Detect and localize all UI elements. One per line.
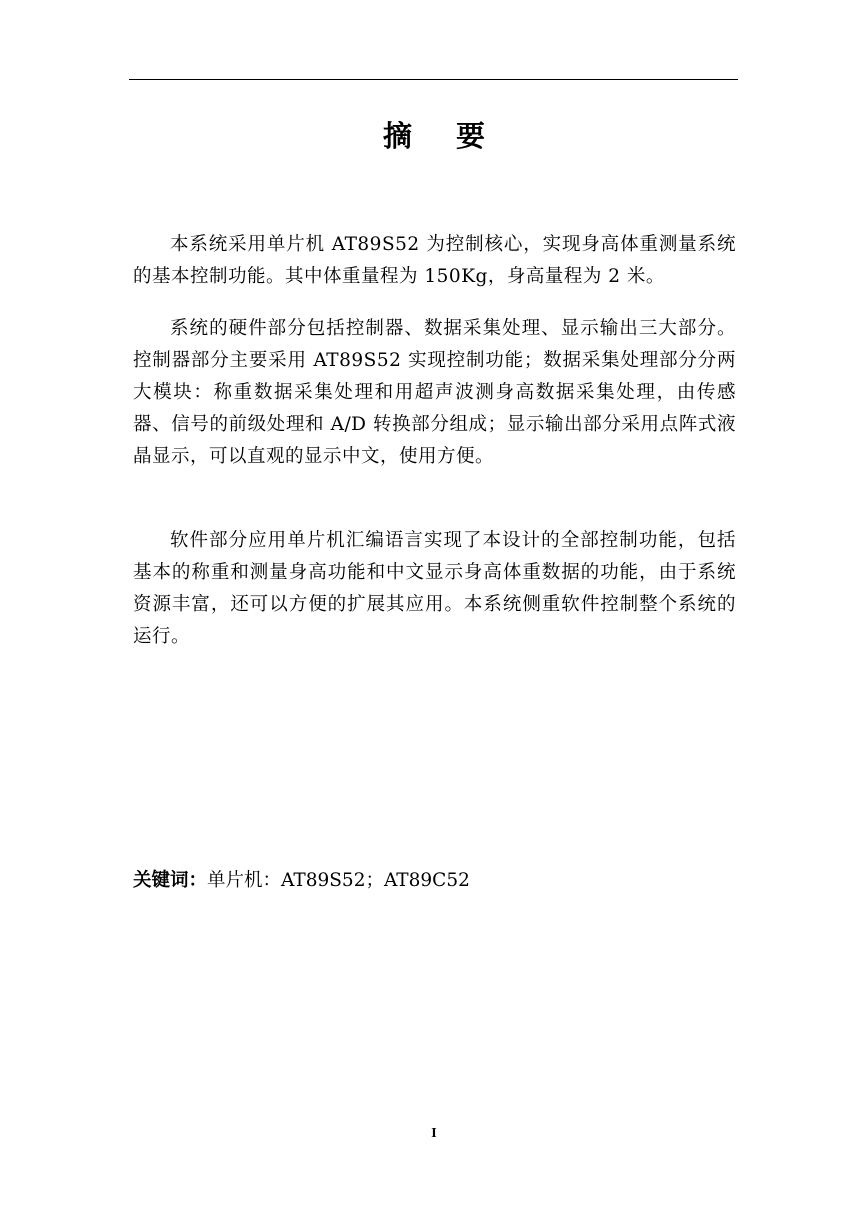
keywords-value: 单片机：AT89S52；AT89C52: [207, 870, 470, 891]
page-title: 摘 要: [382, 119, 503, 153]
header-rule: [129, 79, 738, 80]
abstract-paragraph-1: 本系统采用单片机 AT89S52 为控制核心，实现身高体重测量系统的基本控制功能。其中体重量程为 150Kg，身高量程为 2 米。: [133, 234, 736, 287]
abstract-paragraph-3: 软件部分应用单片机汇编语言实现了本设计的全部控制功能，包括基本的称重和测量身高功能和中文显示身高体重数据的功能，由于系统资源丰富，还可以方便的扩展其应用。本系统侧重软件控制整个系统的运行。: [133, 530, 736, 647]
abstract-paragraph-2: 系统的硬件部分包括控制器、数据采集处理、显示输出三大部分。控制器部分主要采用 AT89S52 实现控制功能；数据采集处理部分分两大模块：称重数据采集处理和用超声波测身高数据采集处理，由传感器、信号的前级处理和 A/D 转换部分组成；显示输出部分采用点阵式液晶显示，可以直观的显示中文，使用方便。: [133, 318, 736, 467]
keywords-label: 关键词：: [133, 870, 208, 891]
abstract-body: [133, 229, 736, 653]
keywords-line: [133, 866, 736, 896]
page-number: I: [431, 1126, 437, 1141]
